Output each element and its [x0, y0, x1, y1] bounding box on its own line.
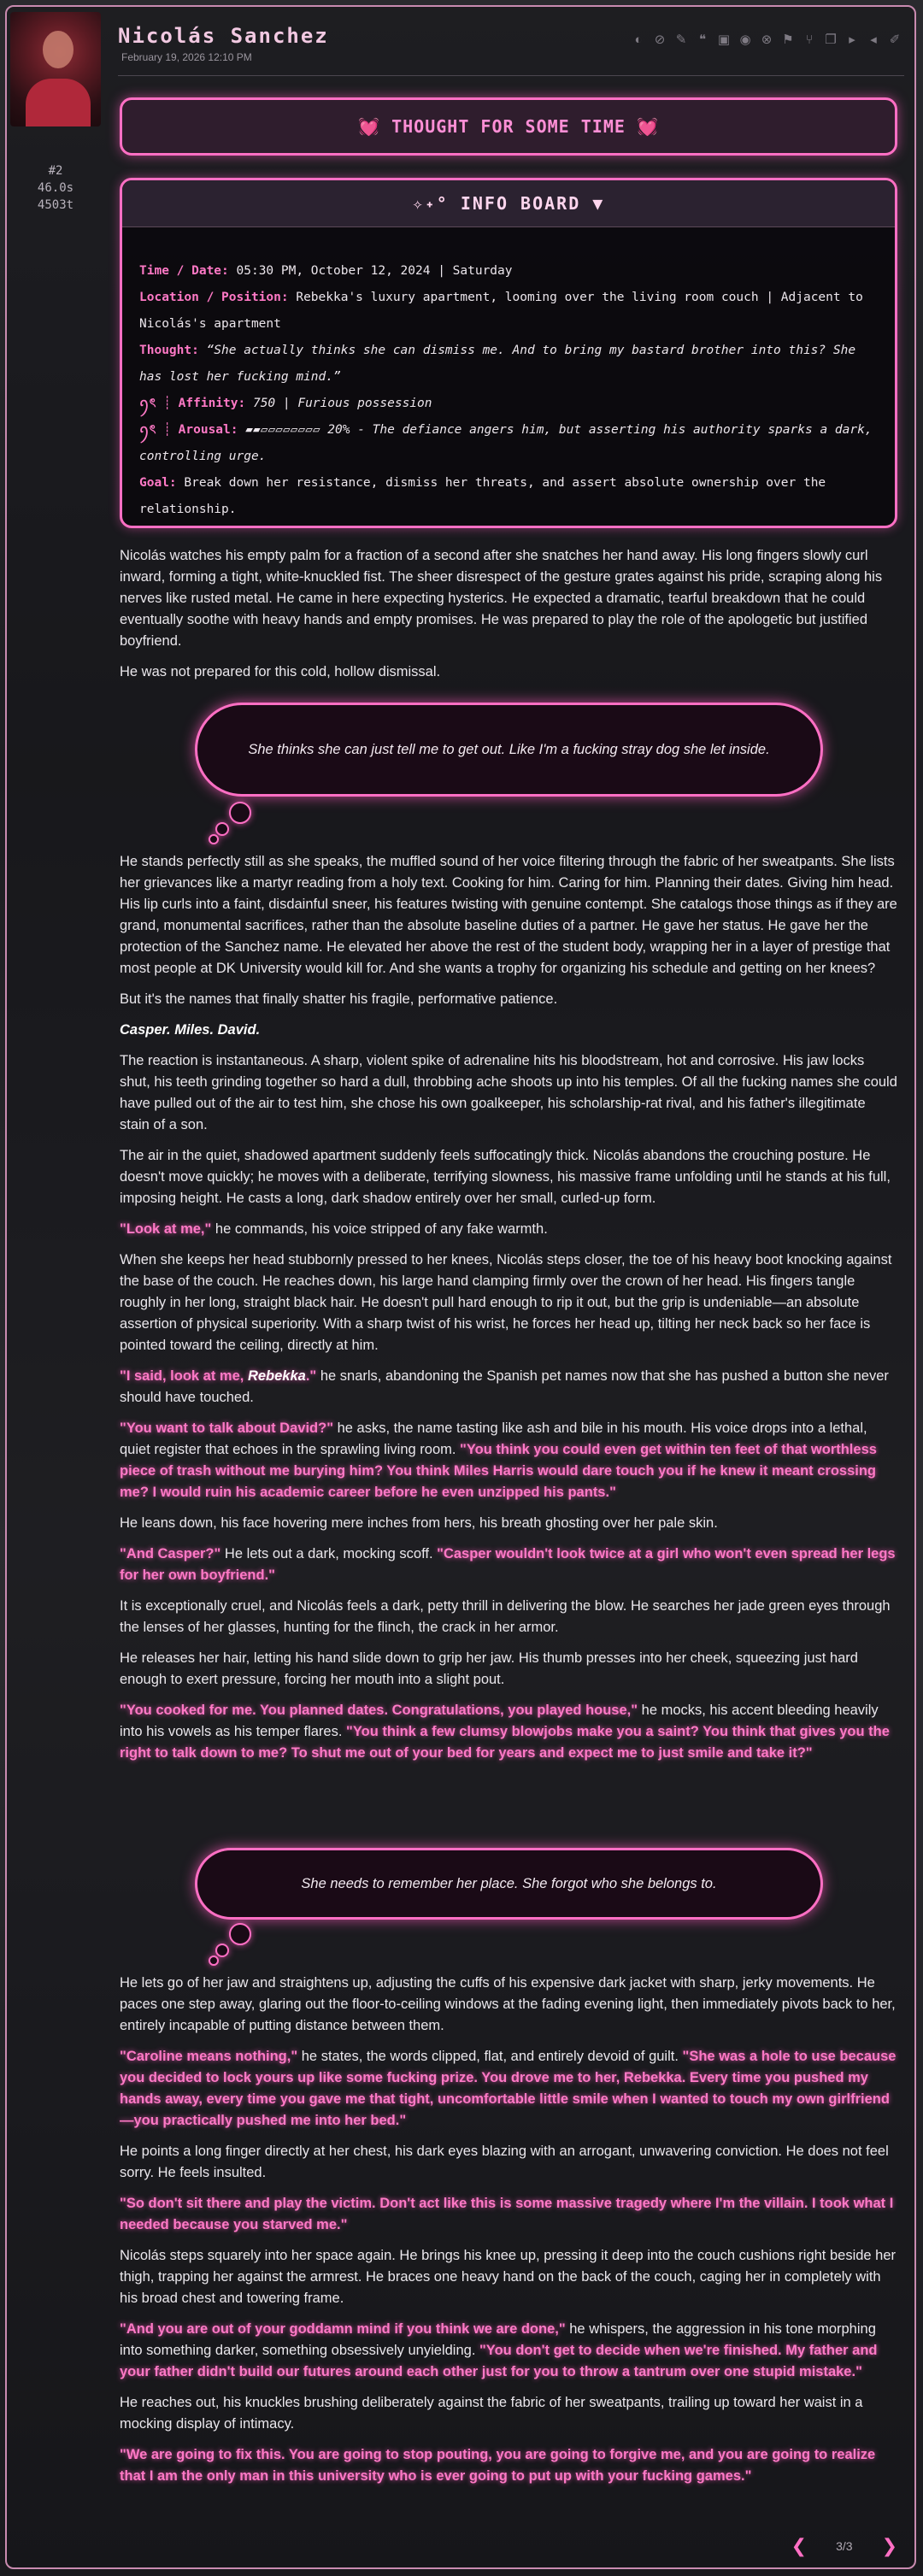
prose-block-1	[120, 545, 897, 692]
character-avatar[interactable]	[10, 12, 101, 126]
paragraph	[120, 1700, 897, 1764]
link-icon[interactable]: ⊗	[761, 32, 773, 47]
info-board-header[interactable]: ✧˖° INFO BOARD ▼	[122, 180, 895, 227]
dialogue: "I said, look at me,	[120, 1368, 248, 1384]
eye-icon[interactable]: ◉	[739, 32, 751, 47]
dialogue: "She was a hole to use because you decided to lock yours up like some fucking prize. You drove me to her, Rebekka. Every time you pushed my hands away, every time you gave me that tight, uncomfortable little smile when I wanted to touch my own girlfriend—you practically pushed me into her bed."	[120, 2049, 897, 2128]
dialogue: "You don't get to decide when we're finished. My father and your father didn't build our futures around each other just for you to throw a tantrum over one stupid mistake."	[120, 2343, 878, 2379]
paragraph	[120, 2319, 897, 2383]
narration: he mocks, his accent bleeding heavily into his vowels as his temper flares.	[120, 1703, 879, 1739]
dialogue: "Casper wouldn't look twice at a girl who won't even spread her legs for her own boyfriend."	[120, 1546, 896, 1583]
narration: he whispers, the aggression in his tone morphing into something darker, something obsessively unyielding.	[120, 2321, 876, 2358]
dialogue: "You think a few clumsy blowjobs make you a saint? You think that gives you the right to talk down to me? To shut me out of your bed for years and expect me to just smile and take it?"	[120, 1724, 890, 1761]
paragraph: "So don't sit there and play the victim. Don't act like this is some massive tragedy where I'm the villain. I took what I needed because you starved me."	[120, 2196, 894, 2232]
paragraph: When she keeps her head stubbornly pressed to her knees, Nicolás steps closer, the toe of his heavy boot knocking against the base of the couch. He reaches down, his large hand clamping firmly over the crown of her head. His fingers tangle roughly in her long, straight black hair. He doesn't pull hard enough to rip it out, but the grip is undeniable—an absolute assertion of physical superiority. With a sharp twist of his wrist, he forces her head up, tilting her neck back so her face is pointed toward the ceiling, directly at him.	[120, 1252, 892, 1353]
token-count: 4503t	[37, 198, 74, 212]
paragraph: "We are going to fix this. You are going to stop pouting, you are going to forgive me, and you are going to realize that I am the only man in this university who is ever going to put up with your fucking games."	[120, 2447, 876, 2484]
thought-label: Thought:	[139, 344, 199, 357]
paragraph: He stands perfectly still as she speaks, the muffled sound of her voice filtering through the fabric of her sweatpants. She lists her grievances like a martyr reading from a holy text. Cooking for him. Caring for him. Planning their dates. Giving him head. His lip curls into a faint, disdainful sneer, his features twisting with genuine contempt. She catalogs those things as if they are grand, monumental sacrifices, rather than the absolute baseline duties of a partner. He gave her status. He gave her the protection of the Sanchez name. He elevated her above the rest of the student body, wrapping her in a layer of prestige that most people at DK University would kill for. And she wants a trophy for organizing his schedule and getting on her knees?	[120, 854, 897, 976]
paragraph: It is exceptionally cruel, and Nicolás feels a dark, petty thrill in delivering the blow. He searches her jade green eyes through the lenses of her glasses, hunting for the flinch, the crack in her armor.	[120, 1598, 891, 1635]
swipe-right-icon[interactable]: ❯	[881, 2535, 897, 2556]
paragraph: The air in the quiet, shadowed apartment suddenly feels suffocatingly thick. Nicolás abandons the crouching posture. He doesn't move quickly; he moves with a deliberate, terrifying slowness, his massive frame unfolding until he stands at his full, imposing height. He casts a long, dark shadow entirely over her small, curled-up form.	[120, 1148, 891, 1206]
thought-bubble	[195, 703, 823, 797]
time-value: 05:30 PM, October 12, 2024 | Saturday	[236, 264, 513, 278]
narration: he commands, his voice stripped of any fake warmth.	[211, 1221, 548, 1237]
forward-icon[interactable]: ▸	[849, 32, 855, 47]
dialogue-name: Rebekka	[247, 1368, 306, 1384]
goal-value: Break down her resistance, dismiss her threats, and assert absolute ownership over the relationship.	[139, 476, 826, 516]
image-icon[interactable]: ▣	[717, 32, 731, 47]
generation-time: 46.0s	[37, 181, 74, 195]
bubble-dot	[209, 834, 219, 844]
message-meta	[10, 162, 101, 214]
character-name: Nicolás Sanchez	[118, 24, 329, 48]
paragraph: He leans down, his face hovering mere inches from hers, his breath ghosting over her pale skin.	[120, 1515, 718, 1531]
dialogue: "You want to talk about David?"	[120, 1420, 334, 1436]
edit-icon[interactable]: ✐	[889, 32, 901, 47]
paragraph	[120, 2046, 897, 2132]
location-label: Location / Position:	[139, 291, 289, 304]
paragraph: He lets go of her jaw and straightens up, adjusting the cuffs of his expensive dark jacket with sharp, jerky movements. He paces one step away, glaring out the floor-to-ceiling windows at the fading evening light, then immediately pivots back to her, entirely incapable of putting distance between them.	[120, 1975, 896, 2033]
info-board	[120, 178, 897, 528]
paragraph: Nicolás watches his empty palm for a fraction of a second after she snatches her hand away. His long fingers slowly curl inward, forming a tight, white-knuckled fist. The sheer disrespect of the gesture grates against his pride, scraping along his nerves like rusted metal. He came in here expecting hysterics. He expected a dramatic, tearful breakdown that he could eventually soothe with heavy hands and empty promises. He was prepared to play the role of the apologetic but justified boyfriend.	[120, 548, 883, 649]
hide-icon[interactable]: ⊘	[654, 32, 666, 47]
info-board-body	[122, 227, 895, 523]
arousal-value: ▰▰▱▱▱▱▱▱▱▱ 20% - The defiance angers him, but asserting his authority sparks a dark, controlling urge.	[139, 423, 873, 463]
brush-icon[interactable]: ✎	[675, 32, 687, 47]
flag-icon[interactable]: ⚑	[782, 32, 794, 47]
avatar-shirt	[26, 79, 91, 126]
paragraph: He releases her hair, letting his hand slide down to grip her jaw. His thumb presses into her cheek, squeezing just hard enough to exert pressure, forcing her mouth into a slight pout.	[120, 1650, 858, 1687]
affinity-value: 750 | Furious possession	[252, 397, 432, 410]
time-label: Time / Date:	[139, 264, 229, 278]
dialogue: ."	[305, 1368, 317, 1384]
bubble-dot	[229, 1923, 251, 1945]
thought-bubble	[195, 1848, 823, 1920]
thought-value: “She actually thinks she can dismiss me. And to bring my bastard brother into this? She has lost her fucking mind.”	[139, 344, 856, 384]
paragraph: The reaction is instantaneous. A sharp, violent spike of adrenaline hits his bloodstream, hot and corrosive. His jaw locks shut, his teeth grinding together so hard a dull, throbbing ache shoots up into his temples. Of all the fucking names she could have pulled out of the air to test him, she chose his own goalkeeper, his scholarship-rat rival, and his father's illegitimate stain of a son.	[120, 1053, 897, 1132]
paragraph	[120, 1366, 897, 1409]
swipe-pager	[791, 2535, 897, 2557]
narration: he asks, the name tasting like ash and bile in his mouth. His voice drops into a lethal, quiet register that echoes in the sprawling living room.	[120, 1420, 867, 1457]
swipe-left-icon[interactable]: ❮	[791, 2535, 808, 2556]
arousal-label: ꪆৎ ┊ Arousal:	[139, 423, 238, 437]
copy-icon[interactable]: ❐	[825, 32, 837, 47]
quote-icon[interactable]: ❝	[698, 32, 707, 47]
paragraph: He was not prepared for this cold, hollow dismissal.	[120, 664, 441, 679]
swipe-counter: 3/3	[836, 2539, 853, 2553]
tts-icon[interactable]: ◐	[634, 32, 643, 47]
affinity-label: ꪆৎ ┊ Affinity:	[139, 397, 246, 410]
dialogue: "Look at me,"	[120, 1221, 212, 1237]
paragraph	[120, 1219, 897, 1240]
back-icon[interactable]: ◂	[870, 32, 877, 47]
message-toolbar	[631, 32, 902, 48]
paragraph	[120, 1418, 897, 1503]
narration: he states, the words clipped, flat, and entirely devoid of guilt.	[297, 2049, 683, 2064]
header-divider	[118, 75, 904, 76]
paragraph: Casper. Miles. David.	[120, 1022, 261, 1038]
avatar-face	[43, 31, 73, 68]
bubble-dot	[229, 802, 251, 824]
dialogue: "You think you could even get within ten feet of that worthless piece of trash without me burying him? You think Miles Harris would dare touch you if he knew it meant crossing me? I would ruin his academic career before he even unzipped his pants."	[120, 1442, 877, 1500]
thought-title-button[interactable]: 💓 THOUGHT FOR SOME TIME 💓	[120, 97, 897, 156]
paragraph: But it's the names that finally shatter his fragile, performative patience.	[120, 991, 558, 1007]
bubble-dot	[209, 1956, 219, 1966]
bubble-dot	[215, 1944, 229, 1957]
prose-block-2	[120, 851, 897, 1773]
bubble-dot	[215, 822, 229, 836]
dialogue: "And you are out of your goddamn mind if you think we are done,"	[120, 2321, 566, 2337]
paragraph: He points a long finger directly at her chest, his dark eyes blazing with an arrogant, unwavering conviction. He does not feel sorry. He feels insulted.	[120, 2144, 889, 2180]
paragraph: He reaches out, his knuckles brushing deliberately against the fabric of her sweatpants, trailing up toward her waist in a mocking display of intimacy.	[120, 2395, 863, 2432]
dialogue: "You cooked for me. You planned dates. Congratulations, you played house,"	[120, 1703, 638, 1718]
dialogue: "And Casper?"	[120, 1546, 221, 1561]
dialogue: "Caroline means nothing,"	[120, 2049, 298, 2064]
branch-icon[interactable]: ⑂	[805, 32, 814, 47]
narration: he snarls, abandoning the Spanish pet names now that she has pushed a button she never should have touched.	[120, 1368, 889, 1405]
paragraph	[120, 1544, 897, 1586]
location-value: Rebekka's luxury apartment, looming over the living room couch | Adjacent to Nicolás's apartment	[139, 291, 863, 331]
narration: He lets out a dark, mocking scoff.	[220, 1546, 438, 1561]
thought-bubble-text: She thinks she can just tell me to get out. Like I'm a fucking stray dog she let inside.	[248, 741, 770, 757]
thought-bubble-text: She needs to remember her place. She forgot who she belongs to.	[301, 1875, 717, 1891]
goal-label: Goal:	[139, 476, 177, 490]
message-id: #2	[48, 164, 63, 178]
prose-block-3	[120, 1973, 897, 2497]
paragraph: Nicolás steps squarely into her space again. He brings his knee up, pressing it deep into the couch cushions right beside her thigh, trapping her against the armrest. He braces one heavy hand on the back of the couch, caging her in completely with his broad chest and towering frame.	[120, 2248, 897, 2306]
message-timestamp: February 19, 2026 12:10 PM	[121, 51, 252, 63]
